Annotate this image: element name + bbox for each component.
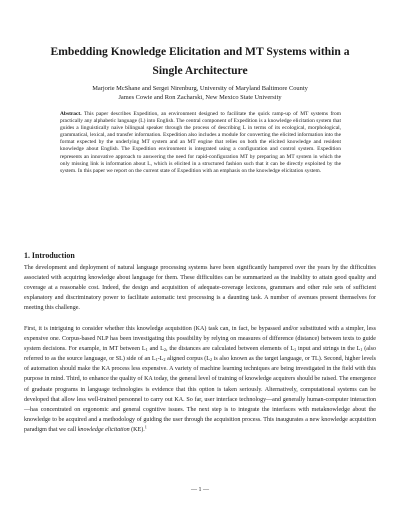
para-text: input and strings in the L xyxy=(296,346,361,353)
para-text: , the distances are calculated between elements of L xyxy=(165,346,295,353)
paper-title xyxy=(40,42,360,80)
para-text: -L xyxy=(157,356,164,363)
footnote-marker: 1 xyxy=(144,424,147,430)
subscript: 1 xyxy=(145,347,148,353)
subscript: 2 xyxy=(163,357,166,363)
abstract-label: Abstract. xyxy=(60,111,82,117)
subscript: 1 xyxy=(360,347,363,353)
body-paragraph xyxy=(24,324,376,435)
author-block xyxy=(40,84,360,102)
title-line: Embedding Knowledge Elicitation and MT Systems within a xyxy=(50,45,350,58)
subscript: 1 xyxy=(294,347,297,353)
abstract-text: This paper describes Expedition, an environment designed to facilitate the quick ramp-up of MT systems from practically any alphabetic language (L) into English. The central component of Expedition is a knowledge elicitation system that guides a linguistically naive bilingual speaker through the process of describing L in terms of its ecological, morphological, grammatical, lexical, and transfer information. Expedition also includes a module for converting the elicited information into the format expected by the underlying MT system and an MT engine that relies on both the elicited knowledge and resident knowledge about English. The Expedition environment is integrated using a configuration and control system. Expedition represents an innovative approach to answering the need for rapid-configuration MT by preparing an MT system in which the only missing link is information about L, which is elicited in a structured fashion such that it can be directly exploited by the system. In this paper we report on the current state of Expedition with an emphasis on the knowledge elicitation system. xyxy=(60,111,342,174)
body-paragraph: The development and deployment of natural language processing systems have been significantly hampered over the years by the difficulties associated with acquiring knowledge about language for them. These difficulties can be summarized as the inability to attain good quality and coverage at a reasonable cost. Indeed, the design and acquisition of adequate-coverage lexicons, grammars and other rule sets of sufficient explanatory and discriminatory power to facilitate automatic text processing is a daunting task. A number of avenues present themselves for meeting this challenge. xyxy=(24,265,376,312)
para-text: (KE). xyxy=(129,426,145,433)
author-line: James Cowie and Ron Zacharski, New Mexico State University xyxy=(118,94,282,101)
abstract xyxy=(60,111,341,175)
para-text: First, it is intriguing to consider whether this knowledge acquisition (KA) task can, in fact, be bypassed and/or substituted with a simpler, less expensive one. Corpus-based NLP has been investigating this possibility by relying on measures of difference (distance) between texts to guide system decisions. For example, in MT between L xyxy=(24,326,376,353)
subscript: 1 xyxy=(155,357,158,363)
page-number: — 1 — xyxy=(191,487,209,493)
section-heading: 1. Introduction xyxy=(24,251,75,260)
title-line: Single Architecture xyxy=(152,64,248,77)
para-text: and L xyxy=(147,346,164,353)
author-line: Marjorie McShane and Sergei Nirenburg, University of Maryland Baltimore County xyxy=(92,85,308,92)
para-text: is also known as the target language, or TL). Second, higher levels of automation should make the KA process less expensive. A variety of machine learning techniques are being investigated in the field with this purpose in mind. Third, to enhance the quality of KA today, the general level of training of knowledge acquirers should be raised. The emergence of graduate programs in language technologies is evidence that this option is taken seriously. Alternatively, computational systems can be developed that allow less well-trained personnel to carry out KA. So far, user interface technology—and generally human-computer interaction—has concentrated on ergonomic and general cognitive issues. The next step is to integrate the interfaces with metaknowledge about the knowledge to be acquired and a methodology of guiding the user through the acquisition process. This inaugurates a new knowledge acquisition paradigm that we call xyxy=(24,356,377,433)
emphasis-term: knowledge elicitation xyxy=(77,426,130,433)
para-text: aligned corpus (L xyxy=(165,356,211,363)
subscript: 2 xyxy=(210,357,213,363)
para-text: (also referred to as the source language, or SL) side of an L xyxy=(24,346,377,363)
subscript: 2 xyxy=(163,347,166,353)
